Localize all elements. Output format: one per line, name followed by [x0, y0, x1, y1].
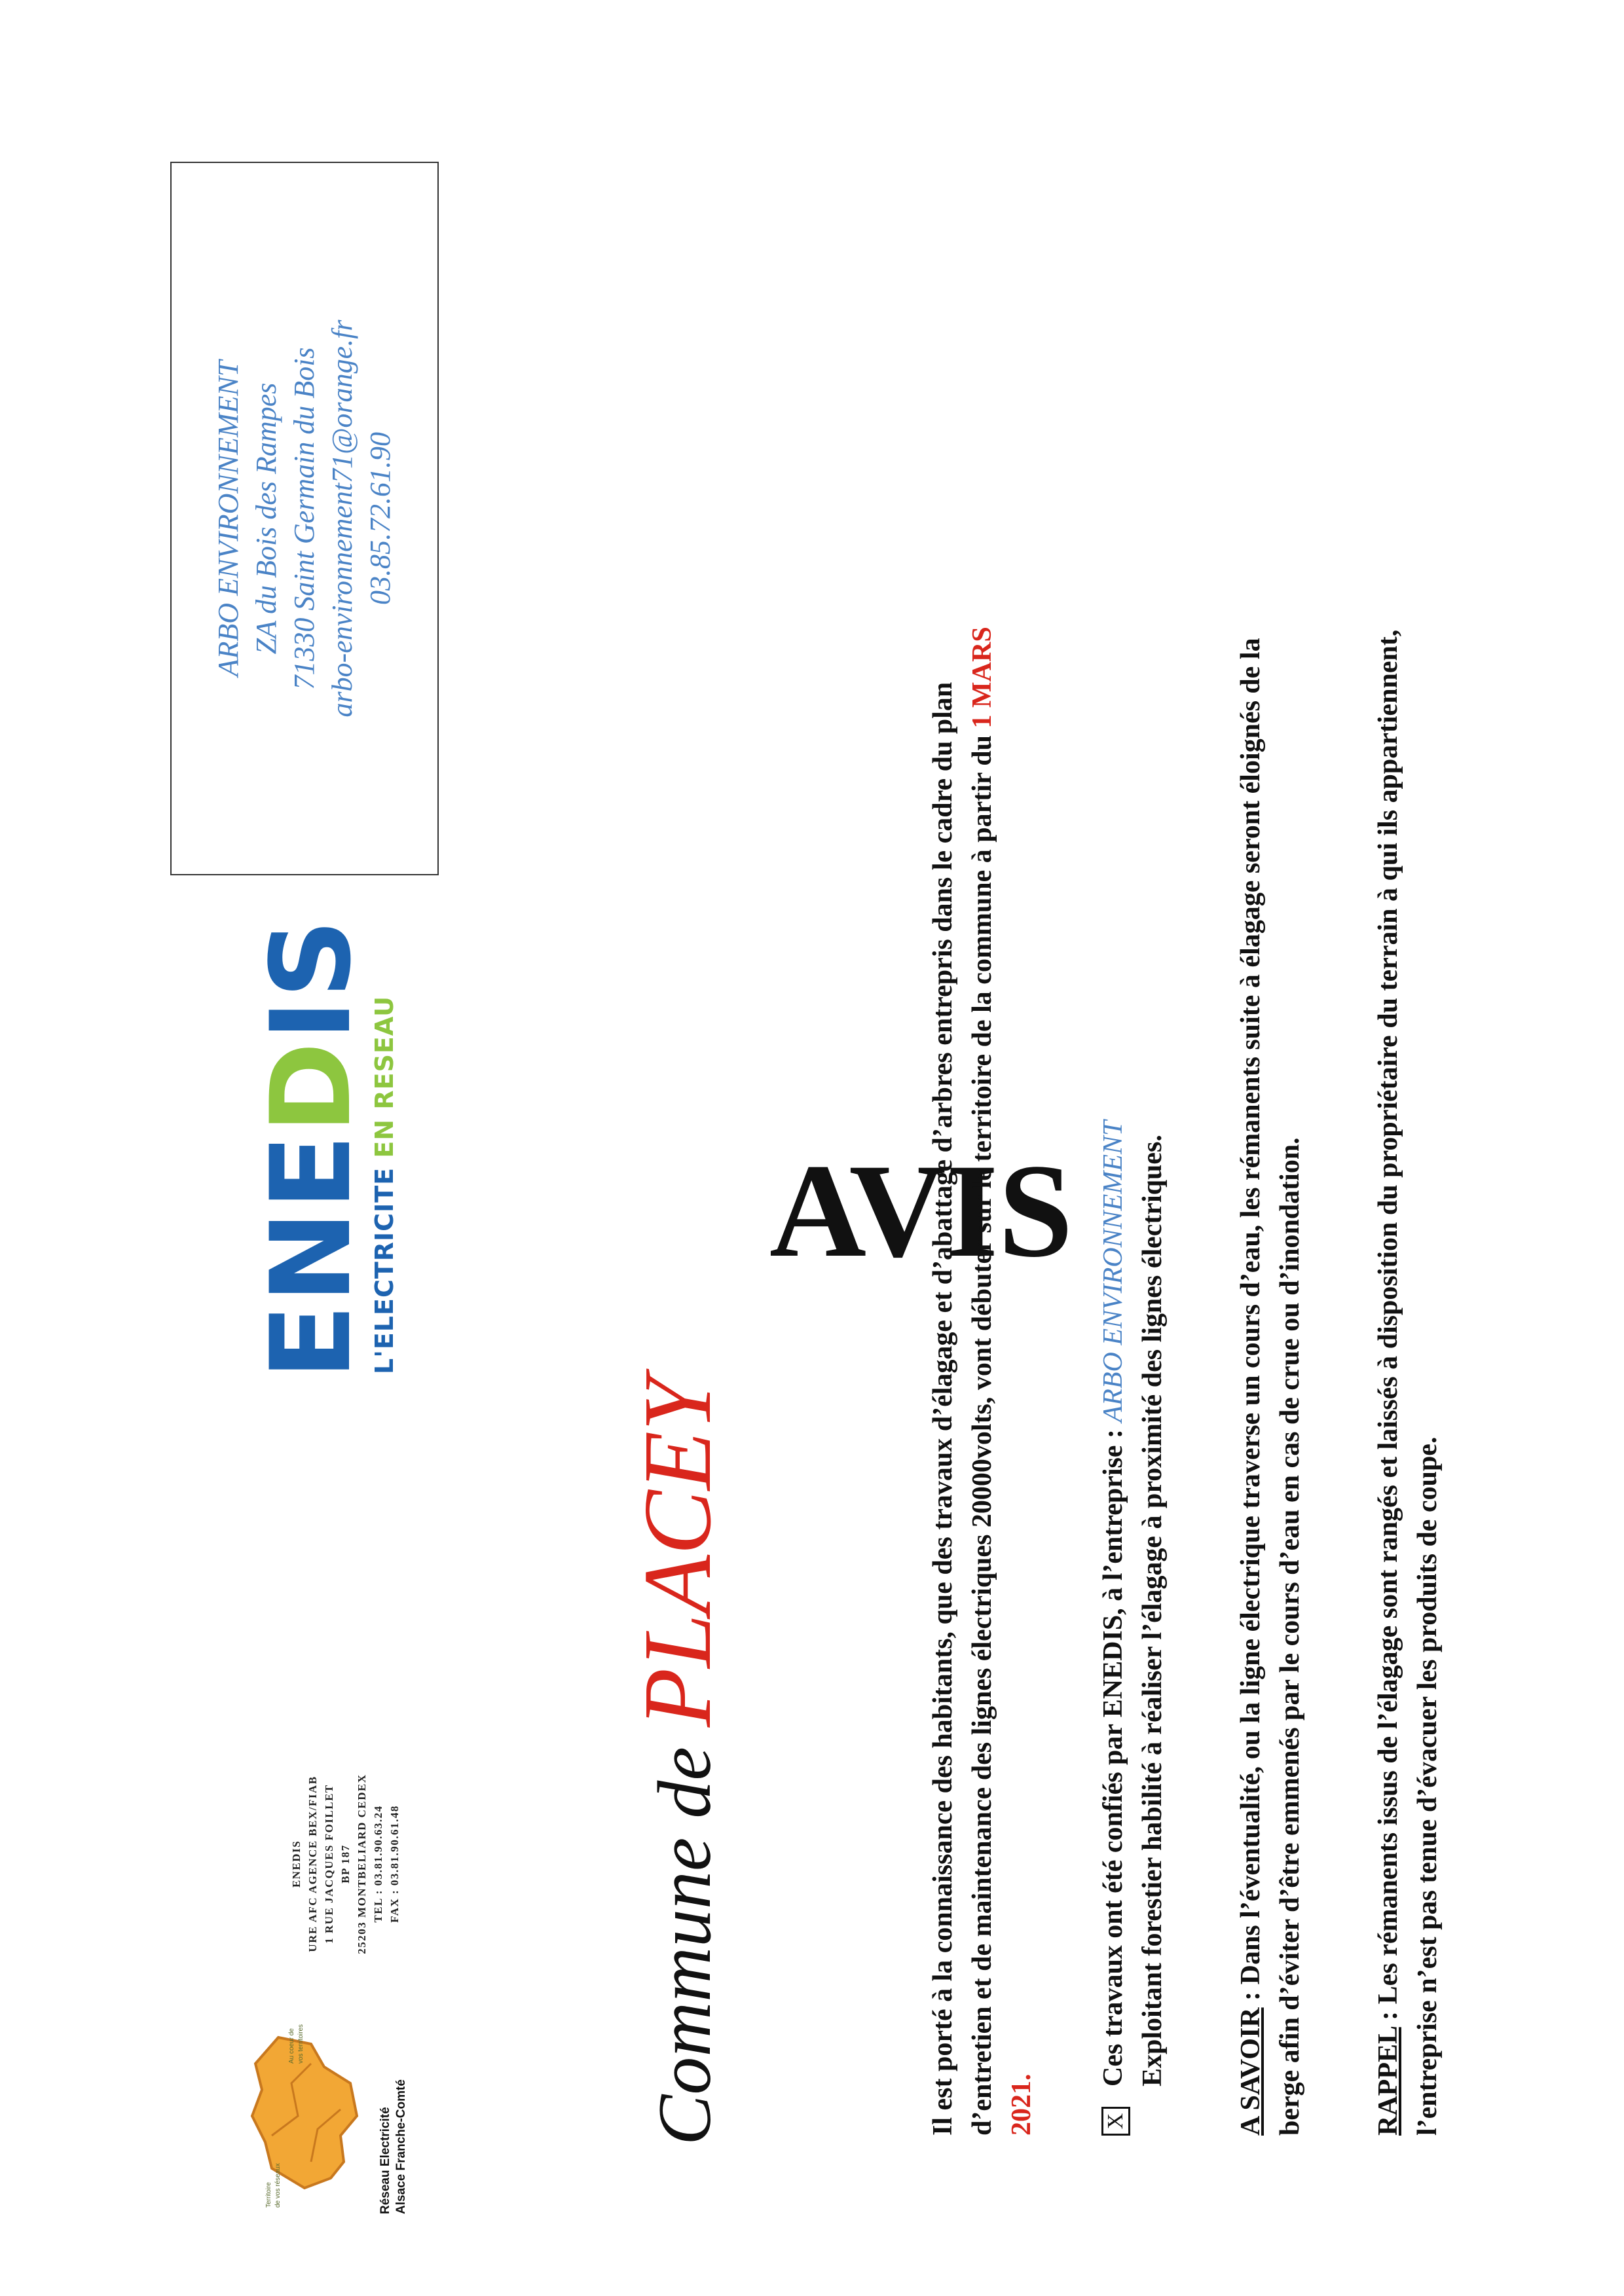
text-line: Il est porté à la connaissance des habitants, que des travaux d’élagage et d’abattage d’arbres entrepris dans le cadre du plan	[928, 682, 958, 2136]
avis-heading: AVIS	[769, 1137, 1073, 1285]
enedis-tagline: L'ELECTRICITE EN RESEAU	[370, 996, 399, 1374]
address-line: FAX : 03.81.90.61.48	[388, 1805, 401, 1923]
regional-logo-line: Alsace Franche-Comté	[394, 2079, 408, 2214]
contractor-phone: 03.85.72.61.90	[364, 432, 396, 605]
address-line: ENEDIS	[290, 1840, 303, 1888]
start-year: 2021.	[1006, 2073, 1037, 2136]
logo-tiny-label: Au coeur de	[288, 2028, 295, 2064]
commune-title	[622, 1377, 733, 2145]
rappel-label: RAPPEL	[1373, 2027, 1403, 2136]
works-text	[1094, 1121, 1172, 2086]
enedis-logo	[247, 917, 413, 1386]
regional-logo-line: Réseau Electricité	[378, 2107, 392, 2214]
rappel-paragraph	[1369, 630, 1447, 2136]
address-line: TEL : 03.81.90.63.24	[372, 1805, 384, 1923]
text-line: Ces travaux ont été confiés par ENEDIS, à l’entreprise : ARBO ENVIRONNEMENT	[1098, 1120, 1128, 2086]
start-date: 1 MARS	[967, 627, 997, 729]
logo-tiny-label: Territoire	[265, 2182, 272, 2208]
regional-network-logo	[226, 2005, 422, 2214]
checkbox-mark: X	[1101, 2107, 1130, 2136]
regional-logo-caption	[378, 1998, 409, 2214]
savoir-paragraph	[1231, 638, 1310, 2136]
contractor-contact-box	[170, 162, 439, 875]
text-line: l’entreprise n’est pas tenue d’évacuer les produits de coupe.	[1412, 1436, 1443, 2136]
logo-tiny-label: de vos réseaux	[274, 2163, 282, 2208]
address-line: 1 RUE JACQUES FOILLET	[323, 1784, 335, 1944]
commune-name: PLACEY	[624, 1377, 731, 1728]
contractor-mention: ARBO ENVIRONNEMENT	[1098, 1120, 1128, 1423]
address-line: 25203 MONTBELIARD CEDEX	[356, 1774, 368, 1954]
text-line: d’entretien et de maintenance des lignes électriques 20000volts, vont débuter sur le territoire de la commune à partir du 1 MARS	[967, 627, 997, 2136]
enedis-address-block	[288, 1746, 403, 1982]
contractor-email: arbo-environnement71@orange.fr	[326, 319, 358, 718]
address-line: BP 187	[339, 1844, 352, 1884]
text-line: RAPPEL : Les rémanents issus de l’élagage sont rangés et laissés à disposition du propriétaire du terrain à qui ils appartiennent,	[1373, 629, 1403, 2136]
commune-label: Commune de	[643, 1747, 727, 2145]
savoir-label: A SAVOIR	[1236, 2007, 1266, 2136]
text-line: Exploitant forestier habilité à réaliser l’élagage à proximité des lignes électriques.	[1137, 1135, 1168, 2086]
text-line: A SAVOIR : Dans l’éventualité, ou la ligne électrique traverse un cours d’eau, les rémanents suite à élagage seront éloignés de la	[1236, 638, 1266, 2136]
text-line: berge afin d’éviter d’être emmenés par le cours d’eau en cas de crue ou d’inondation.	[1275, 1137, 1305, 2136]
contractor-address-line: 71330 Saint Germain du Bois	[288, 347, 320, 690]
enedis-wordmark: ENEDIS	[247, 917, 375, 1379]
intro-paragraph	[923, 627, 1041, 2136]
logo-tiny-label: vos territoires	[297, 2024, 304, 2064]
address-line: URE AFC AGENCE BEX/FIAB	[306, 1776, 319, 1952]
contractor-address-line: ZA du Bois des Rampes	[250, 382, 282, 655]
contractor-name: ARBO ENVIRONNEMENT	[212, 360, 244, 677]
